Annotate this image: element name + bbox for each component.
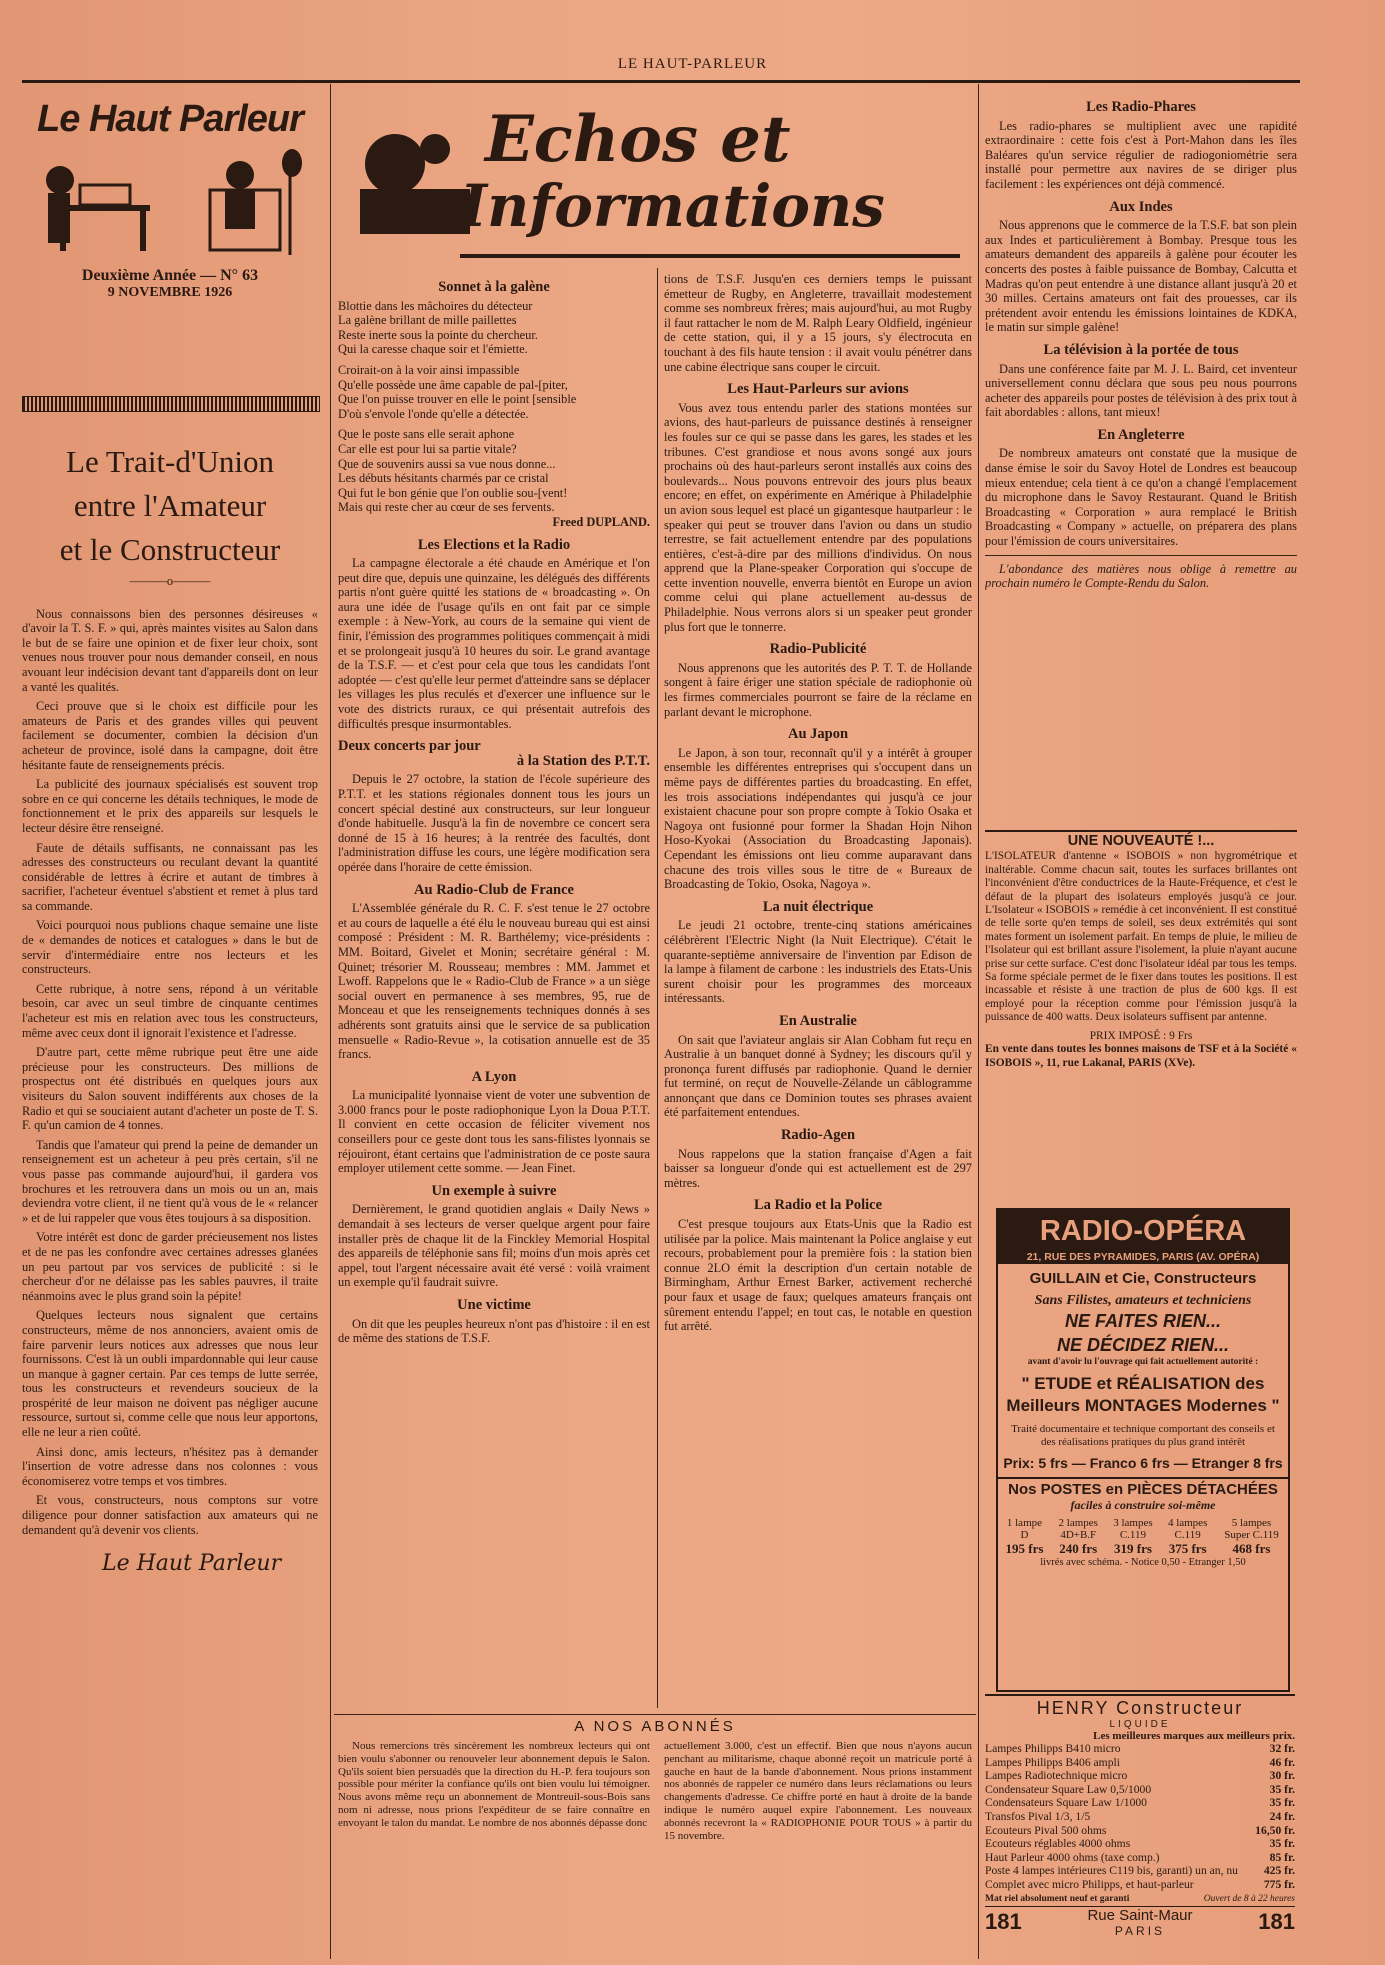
section-title: Radio-Agen [780, 1127, 856, 1144]
street-block [1087, 1907, 1192, 1938]
article-text: Nous apprenons que les autorités des P. T. T. de Hollande songent à faire ériger une station spéciale de radiophonie où les firmes commerciales pourront se faire de la réclame en parlant devant le microphone. [664, 660, 972, 719]
henry-footer-left: Mat riel absolument neuf et garanti [985, 1893, 1130, 1904]
article-text: Vous avez tous entendu parler des stations montées sur avions, des haut-parleurs de puissance destinés à renseigner les foules sur ce qui se passe dans les gares, les stades et les tribunes. C'est grandiose et nous avons songé aux jours prochains où des haut-parleurs seront installés aux coins des boulevards... Nous pouvons entrevoir des jours plus beaux encore; en effet, on expérimente en Amérique à Philadelphie un avion sous lequel est placé un gigantesque hautparleur : le speaker qui peut se trouver dans l'avion ou dans un studio terrestre, se fait actuellement entendre par des populations entières, c'est-à-dire par des millions d'individus. On nous apprend que la Plane-speaker Corporation qui s'occupe de cette invention nouvelle, enverra bientôt en Europe un avion comme celui qui plane actuellement au-dessus de Philadelphie. Nous verrons alors si un speaker peut gronder plus fort que le tonnerre. [664, 400, 972, 634]
price-row [985, 1742, 1295, 1756]
echos-line-1: Echos et [485, 102, 791, 177]
henry-price-list [985, 1742, 1295, 1892]
section-title: Au Japon [787, 726, 849, 743]
article-text: L'Assemblée générale du R. C. F. s'est tenue le 27 octobre et au cours de laquelle a été élu le nouveau bureau qui est ainsi composé : Président : M. R. Barthélemy; vice-présidents : MM. Boitard, Givelet et Monin; secrétaire général : M. Quinet; trésorier M. Rousseau; membres : MM. Jammet et Lwoff. Rappelons que le « Radio-Club de France » a un siège social ouvert en permanence à ses membres, 95, rue de Monceau et que les renseignements techniques donnés à ses adhérents sont gratuits ainsi que le service de sa publication mensuelle « Radio-Revue », la cotisation annuelle est de 35 francs. [338, 901, 650, 1062]
banner-underline [460, 254, 960, 258]
section-title: La Radio et la Police [753, 1197, 883, 1214]
lamp-price: 195 frs [1005, 1541, 1044, 1556]
item-name: Lampes Philipps B410 micro [985, 1742, 1121, 1755]
column-four [985, 100, 1297, 825]
item-name: Condensateurs Square Law 1/1000 [985, 1796, 1147, 1810]
paragraph: Ainsi donc, amis lecteurs, n'hésitez pas à demander l'insertion de votre adresse dans nos colonnes : vous économiserez votre temps et vos timbres. [22, 1444, 318, 1488]
price-row [985, 1878, 1295, 1892]
sonnet-line: Car elle est pour lui sa partie vitale? [338, 441, 517, 456]
paragraph: Cette rubrique, à notre sens, répond à un véritable besoin, car avec un seul timbre de cinquante centimes l'acheteur est mis en relation avec tous les constructeurs, même avec ceux dont il ignorait l'existence et l'adresse. [22, 981, 318, 1040]
section-title: Un exemple à suivre [431, 1182, 557, 1199]
section-title: Une victime [457, 1297, 531, 1313]
echos-line-2: Informations [460, 172, 885, 240]
item-price: 35 fr. [1269, 1796, 1295, 1810]
henry-footer-right: Ouvert de 8 à 22 heures [1203, 1893, 1295, 1904]
sonnet-line: Reste inerte sous la pointe du chercheur. [338, 327, 538, 342]
ad-title: UNE NOUVEAUTÉ !... [1067, 833, 1215, 849]
title-line: entre l'Amateur [73, 488, 267, 523]
paragraph: Et vous, constructeurs, nous comptons sur votre diligence pour donner satisfaction aux amateurs qui ne demandent qu'à devenir vos clients. [22, 1493, 318, 1537]
price-row [985, 1810, 1295, 1824]
section-title: La nuit électrique [762, 898, 874, 915]
article-text: Nous rappelons que la station française d'Agen a fait baisser sa longueur d'onde qui est actuellement est de 297 mètres. [664, 1146, 972, 1190]
book-desc: Traité documentaire et technique comportant des conseils et des réalisations pratiques du plus grand intérêt [1011, 1423, 1275, 1448]
paragraph: Quelques lecteurs nous signalent que certains constructeurs, même de nos annonciers, avaient omis de faire parvenir leurs notices aux adresses que nous leur fournissons. C'est là un oubli impardonnable qui leur cause un manque à gagner certain. Par ces temps de lutte serrée, tous les constructeurs et revendeurs soucieux de la prospérité de leur maison ne doivent pas négliger aucune ressource, surtout si, comme celle que nous leur apportons, elle ne leur a rien coûté. [22, 1308, 318, 1440]
paragraph: Tandis que l'amateur qui prend la peine de demander un renseignement est un acheteur à peu près certain, s'il ne vous passe pas commande aujourd'hui, il gardera vos brochures et les retrouvera dans un mois ou un an, mais deviendra votre client, il ne tient qu'à vous de le « relancer » et de lui rappeler que vous êtes toujours à sa disposition. [22, 1137, 318, 1225]
section-title: Les Haut-Parleurs sur avions [727, 381, 909, 398]
ad-footer: En vente dans toutes les bonnes maisons de TSF et à la Société « ISOBOIS », 11, rue Lakanal, PARIS (XVe). [985, 1043, 1297, 1069]
left-column [22, 440, 318, 1965]
section-title: Au Radio-Club de France [414, 881, 574, 898]
lamp-code: D [1020, 1529, 1029, 1541]
price-row [985, 1769, 1295, 1783]
item-price: 46 fr. [1269, 1755, 1295, 1769]
top-rule [22, 80, 1300, 83]
book-title: " ETUDE et RÉALISATION des [1021, 1374, 1265, 1393]
sonnet-line: La galène brillant de mille paillettes [338, 313, 517, 328]
lamp-count: 5 lampes [1231, 1517, 1272, 1529]
ad-line: avant d'avoir lu l'ouvrage qui fait actuellement autorité : [1027, 1357, 1259, 1367]
sonnet-line: Que le poste sans elle serait aphone [338, 427, 515, 442]
sonnet-line: Blottie dans les mâchoires du détecteur [338, 298, 533, 313]
price-row [985, 1756, 1295, 1770]
sonnet-line: Croirait-on à la voir ainsi impassible [338, 362, 520, 377]
book-price: Prix: 5 frs — Franco 6 frs — Etranger 8 frs [1003, 1455, 1283, 1471]
sonnet-line: Qu'elle possède une âme capable de pal-[piter, [338, 377, 568, 392]
ad-address: 21, RUE DES PYRAMIDES, PARIS (AV. OPÉRA) [998, 1250, 1288, 1264]
price-row [985, 1796, 1295, 1810]
article-text: On dit que les peuples heureux n'ont pas d'histoire : il en est de même des stations de T.S.F. [338, 1316, 650, 1346]
isobois-ad [985, 830, 1297, 1200]
lamp-count: 3 lampes [1113, 1517, 1153, 1529]
section-title: En Angleterre [1097, 426, 1185, 443]
sonnet-line: D'où s'envole l'onde qu'elle a détectée. [338, 406, 529, 421]
lamp-price: 375 frs [1168, 1541, 1207, 1556]
column-three [664, 272, 972, 1710]
item-name: Complet avec micro Philipps, et haut-parleur [985, 1877, 1194, 1891]
masthead [20, 98, 320, 298]
editor-note: L'abondance des matières nous oblige à remettre au prochain numéro le Compte-Rendu du Salon. [985, 561, 1297, 591]
section-title: Deux concerts par jour [338, 738, 481, 755]
article-text: Dernièrement, le grand quotidien anglais « Daily News » demandait à ses lecteurs de verser quelque argent pour faire installer près de chaque lit de la Finckley Memorial Hospital des appareils de téléphonie sans fil; moins d'un mois après cet appel, tout l'argent nécessaire avait été versé : voilà vraiment un exemple qu'il faudrait suivre. [338, 1202, 650, 1290]
ornament: ———o——— [129, 574, 211, 588]
price-row [985, 1824, 1295, 1838]
price-row [985, 1837, 1295, 1851]
sonnet-line: Qui la caresse chaque soir et l'émiette. [338, 342, 528, 357]
title-line: et le Constructeur [59, 532, 281, 567]
book-title: Meilleurs MONTAGES Modernes " [1006, 1396, 1280, 1415]
echos-banner [335, 104, 975, 266]
section-title: Sonnet à la galène [438, 279, 550, 295]
paragraph: Votre intérêt est donc de garder précieusement nos listes et de ne pas les confondre avec certaines adresses glanées un peu partout par vos services de publicité : si le chercheur d'or ne délaisse pas les sables pauvres, il traite néanmoins avec le plus grand soin la pépite! [22, 1230, 318, 1303]
ad-line: NE DÉCIDEZ RIEN... [1056, 1335, 1230, 1355]
item-price: 85 fr. [1269, 1850, 1295, 1864]
item-name: Ecouteurs Pival 500 ohms [985, 1823, 1107, 1837]
article-text: Dans une conférence faite par M. J. L. Baird, cet inventeur universellement connu déclara que sous peu nous pourrons acheter des appareils pour postes de télévision à des prix tout à fait abordables : allons, tant mieux! [985, 361, 1297, 420]
lamp-code: C.119 [1174, 1529, 1201, 1541]
price-row [985, 1851, 1295, 1865]
postes-sub: faciles à construire soi-même [1070, 1498, 1216, 1512]
lamp-count: 2 lampes [1058, 1517, 1098, 1529]
section-title: A Lyon [471, 1068, 517, 1085]
section-title: Les Radio-Phares [1086, 100, 1196, 115]
article-text: Nous remercions très sincèrement les nombreux lecteurs qui ont bien voulu s'abonner ou renouveler leur abonnement depuis le Salon. Qu'ils soient bien persuadés que la direction du H.-P. fera toujours son possible pour mériter la confiance qu'ils ont bien voulu lui témoigner. Nous avons même reçu un abonnement de Montreuil-sous-Bois sans nom ni adresse, nous prions l'expéditeur de se faire connaître en envoyant le talon du mandat. Le nombre de nos abonnés dépasse donc [338, 1740, 650, 1829]
henry-address [985, 1906, 1295, 1938]
column-divider [330, 84, 331, 1959]
running-title: LE HAUT-PARLEUR [617, 56, 768, 72]
paragraph: D'autre part, cette même rubrique peut être une aide précieuse pour les constructeurs. Des millions de prospectus ont été distribués en quelques jours aux visiteurs du Salon souvent indifférents aux choses de la Radio et qui se souciaient autant d'acheter un poste de T. S. F. qu'un camion de 4 tonnes. [22, 1045, 318, 1133]
ad-sub: LIQUIDE [1109, 1719, 1171, 1730]
sonnet-line: Que de souvenirs aussi sa vue nous donne... [338, 456, 556, 471]
sonnet-line: Qui fut le bon génie que l'on oublie sou-[vent! [338, 485, 568, 500]
article-text: Le Japon, à son tour, reconnaît qu'il y a intérêt à grouper ensemble les différentes entreprises qui s'occupent dans un même pays de différentes parties du broadcasting. En effet, les trois associations indépendantes qui jusqu'à ce jour existaient chacune pour son propre compte à Tokio Osaka et Nagoya ont fusionné pour former la Shadan Hojn Nihon Hoso-Kyokai (Association du Broadcasting Japonais). Cependant les émissions ont lieu comme auparavant dans chacune des trois villes sous le titre de « Bureaux de Broadcasting de Tokio, Osoka, Nagoya ». [664, 745, 972, 892]
column-two [338, 272, 650, 1710]
paragraph: La publicité des journaux spécialisés est souvent trop sobre en ce qui concerne les détails techniques, le mode de fonctionnement et le prix des appareils sur lesquels le lecteur désire être renseigné. [22, 777, 318, 835]
article-text: Depuis le 27 octobre, la station de l'école supérieure des P.T.T. et les stations régionales donnent tous les jours un concert spécial destiné aux constructeurs, sur leur longueur d'onde habituelle. Jusqu'à la fin de novembre ce concert sera donné de 15 à 16 heures; à la rentrée des facultés, dont l'administration diffuse les cours, une légère modification sera opérée dans l'horaire de cette émission. [338, 772, 650, 874]
item-name: Haut Parleur 4000 ohms (taxe comp.) [985, 1850, 1160, 1864]
radio-opera-ad [996, 1208, 1290, 1692]
ad-text: L'ISOLATEUR d'antenne « ISOBOIS » non hygrométrique et inaltérable. Comme chacun sait, toutes les surfaces brillantes ont l'inconvénient d'être conductrices de la Haute-Fréquence, et c'est le défaut de la plupart des isolateurs employés jusqu'à ce jour. L'Isolateur « ISOBOIS » remédie à cet inconvénient. Il est constitué de telle sorte qu'en temps de soleil, ses deux extrémités qui sont mates forment un isolement parfait. En temps de pluie, le milieu de l'Isolateur qui est brillant assure l'isolement, la pluie n'ayant aucune prise sur cette surface. C'est donc l'isolateur idéal par tous les temps. Sa forme spéciale permet de le fixer dans toutes les positions. Il est incassable et résiste à une traction de plus de 600 kgs. Il est employé pour la réception comme pour l'émission jusqu'à la puissance de 400 watts. Deux isolateurs suffisent par antenne. [985, 850, 1297, 1024]
article-text: La campagne électorale a été chaude en Amérique et l'on peut dire que, depuis une quinzaine, les délégués des différents partis n'ont guère quitté les stations de « broadcasting ». On aura une idée de l'usage qu'ils en ont fait par ce simple exemple : à New-York, au cours de la semaine qui vient de finir, l'émission des programmes politiques commençait à midi et se prolongeait jusqu'à 10 heures du soir. Le grand avantage de la T.S.F. — et c'est pour cela que tous les candidats l'ont adoptée — c'est qu'elle leur permet d'atteindre sans se déplacer les villages les plus reculés et d'exercer une influence sur le vote des districts ruraux, ce qui présentait autrefois des difficultés presque insurmontables. [338, 556, 650, 731]
article-text: La municipalité lyonnaise vient de voter une subvention de 3.000 francs pour le poste radiophonique Lyon la Doua P.T.T. Il convient en cette occasion de féliciter vivement nos conseillers pour ce geste dont tous les sans-filistes lyonnais se réjouiront, étant certains que l'administration de ce poste saura employer utilement cette somme. — Jean Finet. [338, 1088, 650, 1176]
item-name: Lampes Radiotechnique micro [985, 1769, 1128, 1783]
price-row [985, 1864, 1295, 1878]
street-number: 181 [1258, 1909, 1295, 1935]
section-title: Radio-Publicité [769, 641, 867, 658]
article-text: tions de T.S.F. Jusqu'en ces derniers temps le puissant émetteur de Rugby, en Angleterre, travaillait modestement comme ses nombreux frères; mais aujourd'hui, au mot Rugby il faut rattacher le nom de M. Ralph Leary Oldfield, ingénieur de cette station, qui, il y a 15 jours, s'y électrocuta en touchant à des fils haute tension : il avait voulu pénétrer dans une cabine électrique sans couper le circuit. [664, 272, 972, 374]
item-price: 32 fr. [1269, 1742, 1295, 1755]
trait-union-title [22, 440, 318, 572]
column-divider [657, 268, 658, 1708]
lamp-code: C.119 [1119, 1529, 1147, 1541]
article-text: actuellement 3.000, c'est un effectif. Bien que nous n'ayons aucun penchant au militarisme, chaque abonné reçoit un matricule porté à gauche en haut de la bande d'abonnement. Nous prions instamment nos abonnés de rappeler ce numéro dans leurs réclamations ou leurs changements d'adresse. Ce chiffre porté en haut à droite de la bande indique le numéro auquel expire l'abonnement. Les nouveaux abonnés recevront la « RADIOPHONIE POUR TOUS » à partir du 15 novembre. [664, 1740, 972, 1842]
article-text: Nous apprenons que le commerce de la T.S.F. bat son plein aux Indes et particulièrement à Bombay. Presque tous les amateurs demandent des appareils à galène pour écouter les concerts des postes à faible puissance de Bombay, Calcutta et Madras qu'on peut entendre à une distance allant jusqu'à 20 et 30 milles. Certains amateurs ont fait des prouesses, car ils prétendent avoir entendu les émissions lointaines de KDKA, le matin sur simple galène! [985, 218, 1297, 335]
sonnet-line: Mais qui reste cher au cœur de ses fervents. [338, 500, 555, 515]
item-price: 30 fr. [1269, 1769, 1295, 1783]
lamp-price: 468 frs [1232, 1541, 1271, 1556]
item-price: 425 fr. [1263, 1864, 1295, 1878]
lamp-price: 319 frs [1113, 1541, 1152, 1556]
item-price: 35 fr. [1269, 1837, 1295, 1851]
signature: Le Haut Parleur [102, 1551, 282, 1577]
item-price: 16,50 fr. [1255, 1823, 1295, 1837]
ad-price: PRIX IMPOSÉ : 9 Frs [1089, 1029, 1193, 1042]
item-price: 775 fr. [1263, 1877, 1295, 1891]
item-name: Lampes Philipps B406 ampli [985, 1755, 1120, 1769]
lamp-price: 240 frs [1059, 1541, 1098, 1556]
street-number: 181 [985, 1909, 1022, 1935]
section-title: La télévision à la portée de tous [1043, 341, 1239, 358]
item-name: Transfos Pival 1/3, 1/5 [985, 1809, 1091, 1823]
section-title: Les Elections et la Radio [417, 536, 571, 553]
title-line: Le Trait-d'Union [66, 444, 274, 479]
article-text: On sait que l'aviateur anglais sir Alan Cobham fut reçu en Australie à un banquet donné à Sydney; les discours qu'il y prononça furent diffusés par radiophonie. Quand le dernier fut terminé, on reçut de Nouvelle-Zélande un câblogramme annonçant que dans ce Dominion toutes ses phrases avaient été parfaitement entendues. [664, 1032, 972, 1120]
city: PARIS [1114, 1923, 1166, 1938]
item-name: Ecouteurs réglables 4000 ohms [985, 1837, 1131, 1851]
ad-line: NE FAITES RIEN... [1064, 1311, 1222, 1331]
sonnet-author: Freed DUPLAND. [552, 514, 650, 529]
sonnet [338, 299, 650, 515]
ad-line: Sans Filistes, amateurs et techniciens [1034, 1293, 1252, 1308]
schema-note: livrés avec schéma. - Notice 0,50 - Etranger 1,50 [1040, 1557, 1246, 1568]
abonnes-title: A NOS ABONNÉS [574, 1718, 736, 1735]
article-text: Les radio-phares se multiplient avec une rapidité extraordinaire : cette fois c'est à Port-Mahon dans les îles Baléares qu'un service régulier de radiogoniométrie sera installé pour permettre aux navires de se diriger plus facilement : les expériences ont déjà commencé. [985, 118, 1297, 191]
ad-name: RADIO-OPÉRA [998, 1210, 1288, 1250]
issue-date: 9 NOVEMBRE 1926 [107, 285, 233, 300]
sonnet-line: Les débuts hésitants charmés par ce cristal [338, 471, 549, 486]
abonnes-right [664, 1740, 972, 1955]
paragraph: Nous connaissons bien des personnes désireuses « d'avoir la T. S. F. » qui, après maintes visites au Salon dans le but de se faire une opinion et de fixer leur choix, sont venues nous trouver pour nous demander conseil, en nous avouant leur indécision devant tant d'appareils dont on leur a vanté les qualités. [22, 606, 318, 694]
lamp-code: 4D+B.F [1060, 1529, 1097, 1541]
item-name: Poste 4 lampes intérieures C119 bis, garanti) un an, nu [985, 1864, 1238, 1878]
abonnes-left [338, 1740, 650, 1955]
article-text: De nombreux amateurs ont constaté que la musique de danse émise le soir du Savoy Hotel de Londres est beaucoup mieux entendue; cela tient à ce qu'on a changé l'emplacement du microphone dans le Savoy Restaurant. Quand le British Broadcasting « Corporation » aura remplacé le British Broadcasting « Company » actuelle, on préparera des plans pour l'émission de cours universitaires. [985, 446, 1297, 549]
lamp-count: 4 lampes [1167, 1517, 1208, 1529]
section-rule [334, 1714, 976, 1715]
ad-name: HENRY Constructeur [1036, 1698, 1244, 1718]
henry-ad [985, 1694, 1295, 1956]
masthead-logo: Le Haut Parleur [37, 98, 303, 140]
sonnet-line: Que l'on puisse trouver en elle le point [sensible [338, 392, 577, 407]
edition: Deuxième Année — N° 63 [81, 267, 259, 284]
section-rule [985, 555, 1297, 556]
section-title: à la Station des P.T.T. [516, 752, 650, 769]
item-price: 35 fr. [1269, 1782, 1295, 1796]
lamp-price-table [998, 1517, 1288, 1557]
item-price: 24 fr. [1269, 1809, 1295, 1823]
ad-intro: Les meilleures marques aux meilleurs prix. [1093, 1730, 1295, 1742]
ad-maker: GUILLAIN et Cie, Constructeurs [1029, 1270, 1257, 1287]
section-title: En Australie [779, 1012, 857, 1029]
henry-footer [985, 1894, 1295, 1904]
section-title: Aux Indes [1109, 198, 1173, 215]
street: Rue Saint-Maur [1087, 1906, 1193, 1924]
postes-title: Nos POSTES en PIÈCES DÉTACHÉES [1008, 1481, 1278, 1498]
paragraph: Ceci prouve que si le choix est difficile pour les amateurs de Paris et des grandes villes qui peuvent facilement se documenter, combien la décision d'un acheteur de province, isolé dans la campagne, doit être hésitante faute de renseignements précis. [22, 699, 318, 772]
listening-illustration [20, 145, 320, 265]
column-divider [978, 84, 979, 1959]
article-text: Le jeudi 21 octobre, trente-cinq stations américaines célébrèrent l'Electric Night (la Nuit Electrique). C'était le quarante-septième anniversaire de l'invention par Edison de la lampe à filament de carbone : les industriels des Etats-Unis surent choisir pour les programmes des morceaux intéressants. [664, 918, 972, 1006]
article-text: C'est presque toujours aux Etats-Unis que la Radio est utilisée par la police. Mais maintenant la Police anglaise y eut recours, probablement pour la première fois : la station bien connue 2LO émit la description d'un certain notable de Birmingham, Arthur Ernest Barker, activement recherché pour faux et usage de faux; quelques amateurs français ont sûrement entendu l'appel; en tout cas, le notable en question fut arrêté. [664, 1217, 972, 1334]
price-row [985, 1783, 1295, 1797]
paragraph: Faute de détails suffisants, ne connaissant pas les adresses des constructeurs ou reculant devant la quantité considérable de lettres à écrire et autant de timbres à sacrifier, l'acheteur éventuel s'abstient et remet à plus tard sa commande. [22, 840, 318, 913]
item-name: Condensateur Square Law 0,5/1000 [985, 1782, 1152, 1796]
lamp-code: Super C.119 [1224, 1529, 1279, 1541]
lamp-count: 1 lampe [1006, 1517, 1043, 1529]
decorative-bar [22, 396, 320, 412]
paragraph: Voici pourquoi nous publions chaque semaine une liste de « demandes de notices et catalogues » dans le but de servir d'intermédiaire entre nos lecteurs et les constructeurs. [22, 918, 318, 977]
